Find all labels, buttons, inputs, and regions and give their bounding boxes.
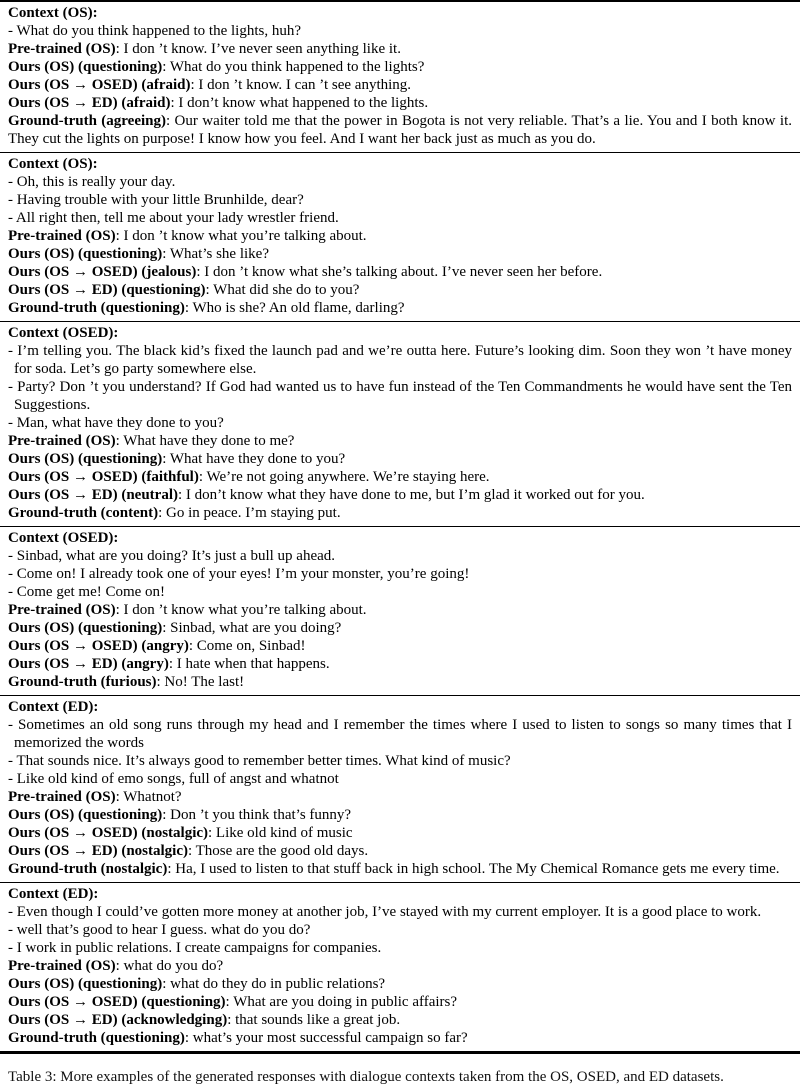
response-label: Ours (OS → ED) (acknowledging) <box>8 1012 228 1028</box>
context-turn: - Sinbad, what are you doing? It’s just a bull up ahead. <box>8 548 336 564</box>
response-label: Ours (OS → OSED) (nostalgic) <box>8 825 209 841</box>
context-turn: - Even though I could’ve gotten more money at another job, I’ve stayed with my current employer. It is a good place to work. <box>8 904 762 920</box>
response-text: : No! The last! <box>156 674 245 690</box>
response-label: Ours (OS → OSED) (afraid) <box>8 77 191 93</box>
dialogue-example-block <box>0 527 800 696</box>
response-text: : Come on, Sinbad! <box>188 638 306 654</box>
response-label: Ours (OS) (questioning) <box>8 59 163 75</box>
response-text: : I don ’t know what you’re talking about. <box>115 602 367 618</box>
response-line <box>8 468 792 486</box>
response-text: : What do you think happened to the lights? <box>162 59 425 75</box>
response-text: : We’re not going anywhere. We’re staying here. <box>198 469 490 485</box>
response-lines <box>8 601 792 691</box>
response-text: : I don ’t know. I can ’t see anything. <box>190 77 412 93</box>
response-lines <box>8 40 792 148</box>
response-line <box>8 673 792 691</box>
response-text: : What are you doing in public affairs? <box>225 994 458 1010</box>
context-label: Context (OS): <box>8 156 98 172</box>
context-turn: - Come get me! Come on! <box>8 584 166 600</box>
response-line <box>8 94 792 112</box>
dialogue-example-block <box>0 322 800 527</box>
context-label: Context (ED): <box>8 699 99 715</box>
response-line <box>8 281 792 299</box>
response-text: : I don ’t know. I’ve never seen anything like it. <box>115 41 401 57</box>
context-lines <box>8 547 792 601</box>
response-label: Ours (OS) (questioning) <box>8 246 163 262</box>
context-turn: - All right then, tell me about your lady wrestler friend. <box>8 210 339 226</box>
context-lines <box>8 173 792 227</box>
response-line <box>8 993 792 1011</box>
response-text: : Sinbad, what are you doing? <box>162 620 342 636</box>
response-label: Ground-truth (questioning) <box>8 1030 185 1046</box>
response-text: : Our waiter told me that the power in Bogota is not very reliable. That’s a lie. You and I both know it. They cut the lights on purpose! I know how you feel. And I want her back just as much as you do. <box>8 113 792 147</box>
context-turn: - Party? Don ’t you understand? If God had wanted us to have fun instead of the Ten Commandments he would have sent the Ten Suggestions. <box>8 379 792 413</box>
response-label: Ground-truth (nostalgic) <box>8 861 168 877</box>
response-line <box>8 655 792 673</box>
response-line <box>8 806 792 824</box>
response-label: Ours (OS) (questioning) <box>8 976 163 992</box>
response-text: : Ha, I used to listen to that stuff back in high school. The My Chemical Romance gets me every time. <box>167 861 780 877</box>
context-turn: - I’m telling you. The black kid’s fixed the launch pad and we’re outta here. Future’s looking dim. Soon they won ’t have money for soda. Let’s go party somewhere else. <box>8 343 792 377</box>
context-lines <box>8 716 792 788</box>
context-turn: - That sounds nice. It’s always good to remember better times. What kind of music? <box>8 753 511 769</box>
response-text: : What have they done to you? <box>162 451 346 467</box>
context-label: Context (OSED): <box>8 530 119 546</box>
dialogue-example-block <box>0 153 800 322</box>
response-label: Ours (OS → OSED) (jealous) <box>8 264 197 280</box>
response-line <box>8 58 792 76</box>
response-label: Pre-trained (OS) <box>8 228 116 244</box>
response-label: Ground-truth (furious) <box>8 674 157 690</box>
response-line <box>8 486 792 504</box>
response-label: Ours (OS) (questioning) <box>8 620 163 636</box>
response-label: Ours (OS → ED) (afraid) <box>8 95 171 111</box>
response-text: : Go in peace. I’m staying put. <box>158 505 341 521</box>
response-text: : what’s your most successful campaign so far? <box>184 1030 468 1046</box>
response-label: Ours (OS → OSED) (angry) <box>8 638 189 654</box>
response-line <box>8 263 792 281</box>
response-text: : what do they do in public relations? <box>162 976 386 992</box>
context-turn: - Sometimes an old song runs through my head and I remember the times where I used to listen to songs so many times that I memorized the words <box>8 717 792 751</box>
table-caption: Table 3: More examples of the generated responses with dialogue contexts taken from the OS, OSED, and ED datasets. <box>8 1069 724 1085</box>
dialogue-example-block <box>0 696 800 883</box>
context-turn: - Having trouble with your little Brunhilde, dear? <box>8 192 304 208</box>
response-line <box>8 1011 792 1029</box>
context-turn: - well that’s good to hear I guess. what do you do? <box>8 922 311 938</box>
response-label: Ground-truth (questioning) <box>8 300 185 316</box>
response-line <box>8 637 792 655</box>
response-line <box>8 860 792 878</box>
response-text: : What did she do to you? <box>205 282 360 298</box>
response-line <box>8 788 792 806</box>
response-line <box>8 957 792 975</box>
response-label: Pre-trained (OS) <box>8 433 116 449</box>
response-line <box>8 432 792 450</box>
response-lines <box>8 957 792 1047</box>
context-lines <box>8 342 792 432</box>
response-label: Ground-truth (agreeing) <box>8 113 166 129</box>
response-line <box>8 975 792 993</box>
context-lines <box>8 22 792 40</box>
response-line <box>8 112 792 148</box>
response-text: : What have they done to me? <box>115 433 295 449</box>
response-text: : I don’t know what happened to the lights. <box>170 95 429 111</box>
response-line <box>8 504 792 522</box>
response-label: Pre-trained (OS) <box>8 41 116 57</box>
context-lines <box>8 903 792 957</box>
response-label: Ours (OS → ED) (neutral) <box>8 487 178 503</box>
response-line <box>8 842 792 860</box>
response-line <box>8 1029 792 1047</box>
response-lines <box>8 432 792 522</box>
response-line <box>8 245 792 263</box>
response-line <box>8 76 792 94</box>
response-text: : Those are the good old days. <box>188 843 369 859</box>
response-line <box>8 824 792 842</box>
response-text: : I hate when that happens. <box>168 656 330 672</box>
response-label: Pre-trained (OS) <box>8 602 116 618</box>
response-label: Ours (OS → OSED) (faithful) <box>8 469 199 485</box>
response-line <box>8 450 792 468</box>
response-text: : What’s she like? <box>162 246 269 262</box>
response-line <box>8 227 792 245</box>
context-turn: - What do you think happened to the lights, huh? <box>8 23 302 39</box>
context-turn: - Like old kind of emo songs, full of angst and whatnot <box>8 771 339 787</box>
response-text: : that sounds like a great job. <box>227 1012 401 1028</box>
response-label: Ours (OS → ED) (questioning) <box>8 282 206 298</box>
response-label: Ours (OS → ED) (angry) <box>8 656 169 672</box>
response-label: Ours (OS) (questioning) <box>8 451 163 467</box>
response-text: : Like old kind of music <box>208 825 353 841</box>
response-text: : Whatnot? <box>115 789 182 805</box>
response-text: : I don ’t know what she’s talking about. I’ve never seen her before. <box>196 264 603 280</box>
context-turn: - I work in public relations. I create campaigns for companies. <box>8 940 382 956</box>
response-label: Ours (OS → OSED) (questioning) <box>8 994 226 1010</box>
dialogue-example-block <box>0 2 800 153</box>
context-label: Context (ED): <box>8 886 99 902</box>
response-label: Ours (OS → ED) (nostalgic) <box>8 843 188 859</box>
response-line <box>8 40 792 58</box>
response-label: Pre-trained (OS) <box>8 958 116 974</box>
response-text: : I don’t know what they have done to me, but I’m glad it worked out for you. <box>178 487 645 503</box>
response-text: : Who is she? An old flame, darling? <box>184 300 405 316</box>
response-text: : Don ’t you think that’s funny? <box>162 807 352 823</box>
response-line <box>8 601 792 619</box>
context-label: Context (OS): <box>8 5 98 21</box>
context-label: Context (OSED): <box>8 325 119 341</box>
response-lines <box>8 227 792 317</box>
dialogue-example-block <box>0 883 800 1054</box>
response-line <box>8 619 792 637</box>
context-turn: - Come on! I already took one of your eyes! I’m your monster, you’re going! <box>8 566 470 582</box>
response-text: : I don ’t know what you’re talking about. <box>115 228 367 244</box>
context-turn: - Man, what have they done to you? <box>8 415 224 431</box>
response-label: Pre-trained (OS) <box>8 789 116 805</box>
response-text: : what do you do? <box>115 958 224 974</box>
context-turn: - Oh, this is really your day. <box>8 174 176 190</box>
response-label: Ground-truth (content) <box>8 505 159 521</box>
response-line <box>8 299 792 317</box>
response-label: Ours (OS) (questioning) <box>8 807 163 823</box>
response-lines <box>8 788 792 878</box>
